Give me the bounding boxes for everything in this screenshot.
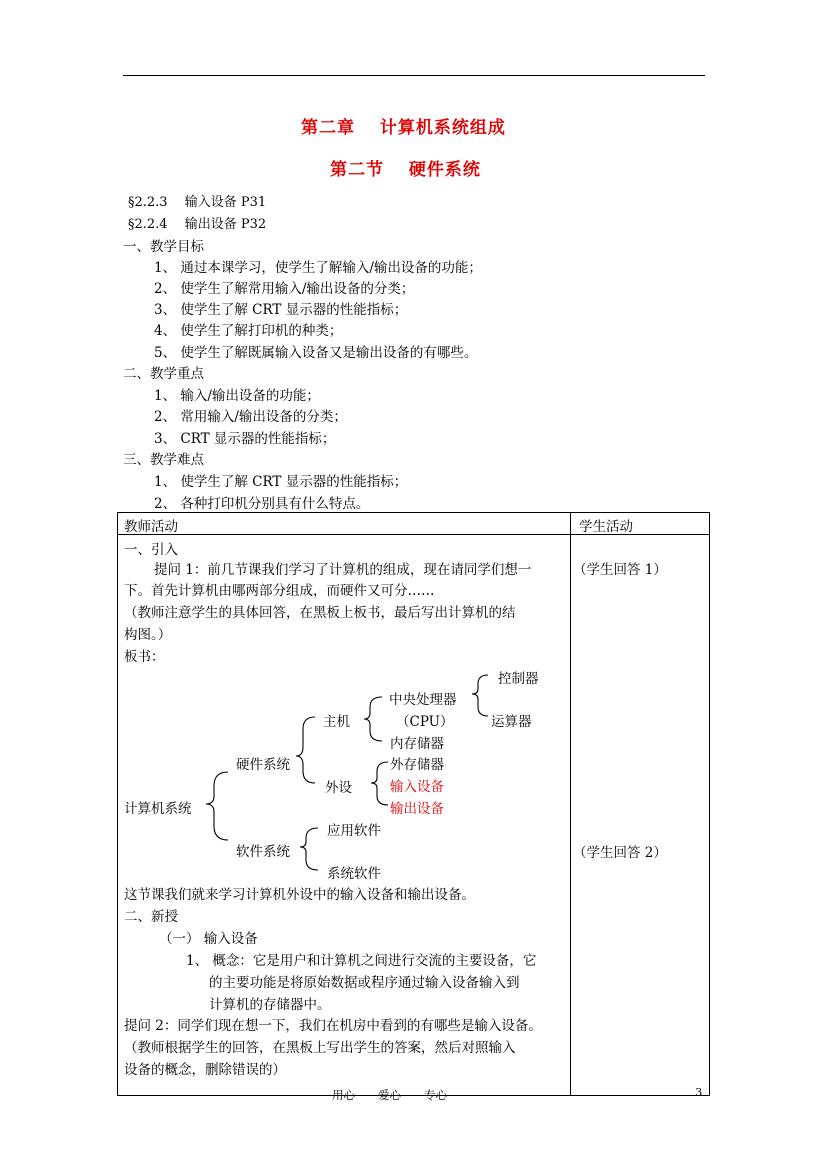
node-application-software: 应用软件 (327, 823, 381, 839)
node-peripheral: 外设 (325, 780, 352, 796)
section-ref-1: §2.2.3 输入设备 P31 (128, 195, 267, 210)
objectives-heading: 一、教学目标 (123, 239, 204, 255)
keypoint-item: 2、 常用输入/输出设备的分类； (154, 409, 347, 425)
teacher-column-header: 教师活动 (118, 513, 571, 535)
prompt1-line: 提问 1：前几节课我们学习了计算机的组成，现在请同学们想一 (154, 562, 532, 578)
footer-motto: 用心 爱心 专心 (332, 1088, 447, 1102)
student-answer-1: （学生回答 1） (573, 562, 667, 578)
node-computer-system: 计算机系统 (124, 801, 192, 817)
node-cpu: 中央处理器 (389, 692, 457, 708)
node-alu: 运算器 (491, 714, 532, 730)
prompt2: 提问 2：同学们现在想一下，我们在机房中看到的有哪些是输入设备。 (124, 1018, 542, 1034)
student-answer-2: （学生回答 2） (573, 845, 667, 861)
difficulty-item: 1、 使学生了解 CRT 显示器的性能指标； (154, 474, 408, 490)
note2-line: 设备的概念，删除错误的） (124, 1062, 286, 1078)
objective-item: 2、 使学生了解常用输入/输出设备的分类； (154, 281, 415, 297)
node-input-device: 输入设备 (390, 779, 444, 795)
node-hardware-system: 硬件系统 (236, 757, 290, 773)
concept-line: 的主要功能是将原始数据或程序通过输入设备输入到 (209, 975, 520, 991)
difficulties-heading: 三、教学难点 (123, 452, 204, 468)
chapter-title: 第二章 计算机系统组成 (301, 118, 506, 138)
node-output-device: 输出设备 (390, 801, 444, 817)
input-device-subheading: （一） 输入设备 (159, 931, 258, 947)
note1-line: （教师注意学生的具体回答，在黑板上板书，最后写出计算机的结 (124, 605, 516, 621)
node-system-software: 系统软件 (327, 866, 381, 882)
node-external-storage: 外存储器 (390, 757, 444, 773)
node-software-system: 软件系统 (236, 844, 290, 860)
concept-line: 计算机的存储器中。 (209, 997, 331, 1013)
lesson-intro: 这节课我们就来学习计算机外设中的输入设备和输出设备。 (124, 887, 475, 903)
section-title: 第二节 硬件系统 (330, 160, 481, 180)
intro-heading: 一、引入 (124, 542, 178, 558)
keypoint-item: 1、 输入/输出设备的功能； (154, 388, 320, 404)
student-column-header: 学生活动 (571, 513, 710, 535)
node-controller: 控制器 (498, 671, 539, 687)
keypoints-heading: 二、教学重点 (123, 366, 204, 382)
section-ref-2: §2.2.4 输出设备 P32 (128, 217, 267, 232)
note1-line: 构图。） (124, 627, 172, 643)
board-label: 板书： (124, 649, 165, 665)
objective-item: 4、 使学生了解打印机的种类； (154, 323, 343, 339)
prompt1-line: 下。首先计算机由哪两部分组成，而硬件又可分…… (124, 583, 435, 599)
note2-line: （教师根据学生的回答，在黑板上写出学生的答案，然后对照输入 (124, 1040, 516, 1056)
node-host: 主机 (323, 714, 350, 730)
keypoint-item: 3、 CRT 显示器的性能指标； (154, 431, 336, 447)
objective-item: 1、 通过本课学习，使学生了解输入/输出设备的功能； (154, 260, 482, 276)
node-cpu-abbr: （CPU） (396, 714, 454, 730)
node-internal-memory: 内存储器 (390, 736, 444, 752)
page-number: 3 (695, 1085, 703, 1099)
concept-line: 1、 概念：它是用户和计算机之间进行交流的主要设备，它 (186, 953, 537, 969)
objective-item: 3、 使学生了解 CRT 显示器的性能指标； (154, 302, 408, 318)
difficulty-item: 2、 各种打印机分别具有什么特点。 (154, 496, 370, 512)
objective-item: 5、 使学生了解既属输入设备又是输出设备的有哪些。 (154, 345, 478, 361)
new-lesson-heading: 二、新授 (124, 909, 178, 925)
